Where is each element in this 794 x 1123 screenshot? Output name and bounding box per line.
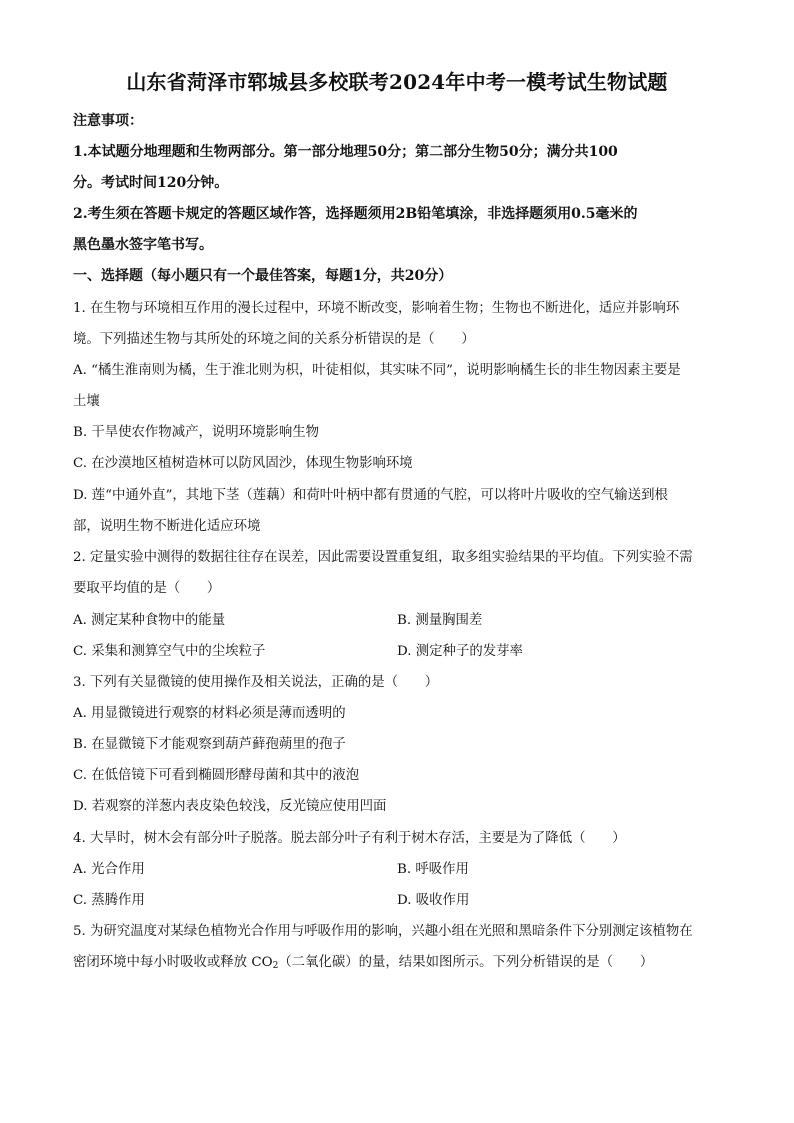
q2-stem-line-1: 2. 定量实验中测得的数据往往存在误差，因此需要设置重复组，取多组实验结果的平均值。下列实验不需 xyxy=(73,550,693,565)
q2-option-a: A. 测定某种食物中的能量 xyxy=(73,613,226,628)
q1-option-d-line-1: D. 莲“中通外直”，其地下茎（莲藕）和荷叶叶柄中都有贯通的气腔，可以将叶片吸收的空气输送到根 xyxy=(73,488,668,503)
q2-option-c: C. 采集和测算空气中的尘埃粒子 xyxy=(73,644,266,659)
q4-option-a: A. 光合作用 xyxy=(73,862,145,877)
q1-option-c: C. 在沙漠地区植树造林可以防风固沙，体现生物影响环境 xyxy=(73,456,413,471)
notice-line-1: 1.本试题分地理题和生物两部分。第一部分地理50分；第二部分生物50分；满分共100 xyxy=(73,144,618,160)
q5-stem-line-2b: （二氧化碳）的量，结果如图所示。下列分析错误的是（ ） xyxy=(278,955,654,970)
notice-line-4: 黑色墨水签字笔书写。 xyxy=(73,237,213,253)
q3-option-b: B. 在显微镜下才能观察到葫芦藓孢蒴里的孢子 xyxy=(73,737,346,752)
q5-stem-line-2 xyxy=(73,951,733,971)
q3-stem: 3. 下列有关显微镜的使用操作及相关说法，正确的是（ ） xyxy=(73,675,439,690)
q3-option-d: D. 若观察的洋葱内表皮染色较浅，反光镜应使用凹面 xyxy=(73,799,387,814)
q1-stem-line-1: 1. 在生物与环境相互作用的漫长过程中，环境不断改变，影响着生物；生物也不断进化，适应并影响环 xyxy=(73,301,680,316)
q1-stem-line-2: 境。下列描述生物与其所处的环境之间的关系分析错误的是（ ） xyxy=(73,332,475,347)
q5-stem-line-2a: 密闭环境中每小时吸收或释放 CO xyxy=(73,955,273,970)
q2-option-b: B. 测量胸围差 xyxy=(397,613,483,628)
notice-heading: 注意事项： xyxy=(73,113,143,129)
q1-option-a-line-2: 土壤 xyxy=(73,394,100,409)
q3-option-a: A. 用显微镜进行观察的材料必须是薄而透明的 xyxy=(73,706,346,721)
page-title: 山东省菏泽市郓城县多校联考2024年中考一模考试生物试题 xyxy=(126,70,668,94)
co2-subscript: 2 xyxy=(272,961,279,971)
q4-stem: 4. 大旱时，树木会有部分叶子脱落。脱去部分叶子有利于树木存活，主要是为了降低（ ） xyxy=(73,831,626,846)
q2-option-d: D. 测定种子的发芽率 xyxy=(397,644,523,659)
q2-stem-line-2: 要取平均值的是（ ） xyxy=(73,581,221,596)
q4-option-b: B. 呼吸作用 xyxy=(397,862,469,877)
q1-option-d-line-2: 部，说明生物不断进化适应环境 xyxy=(73,519,261,534)
q3-option-c: C. 在低倍镜下可看到椭圆形酵母菌和其中的液泡 xyxy=(73,768,360,783)
q4-option-c: C. 蒸腾作用 xyxy=(73,893,145,908)
q1-option-a-line-1: A. “橘生淮南则为橘，生于淮北则为枳，叶徒相似，其实味不同”，说明影响橘生长的非生物因素主要是 xyxy=(73,363,681,378)
notice-line-3: 2.考生须在答题卡规定的答题区域作答，选择题须用2B铅笔填涂，非选择题须用0.5毫米的 xyxy=(73,206,638,222)
q1-option-b: B. 干旱使农作物减产，说明环境影响生物 xyxy=(73,425,319,440)
q4-option-d: D. 吸收作用 xyxy=(397,893,470,908)
q5-stem-line-1: 5. 为研究温度对某绿色植物光合作用与呼吸作用的影响，兴趣小组在光照和黑暗条件下分别测定该植物在 xyxy=(73,924,693,939)
section-heading: 一、选择题（每小题只有一个最佳答案，每题1分，共20分） xyxy=(73,268,453,284)
notice-line-2: 分。考试时间120分钟。 xyxy=(73,175,229,191)
